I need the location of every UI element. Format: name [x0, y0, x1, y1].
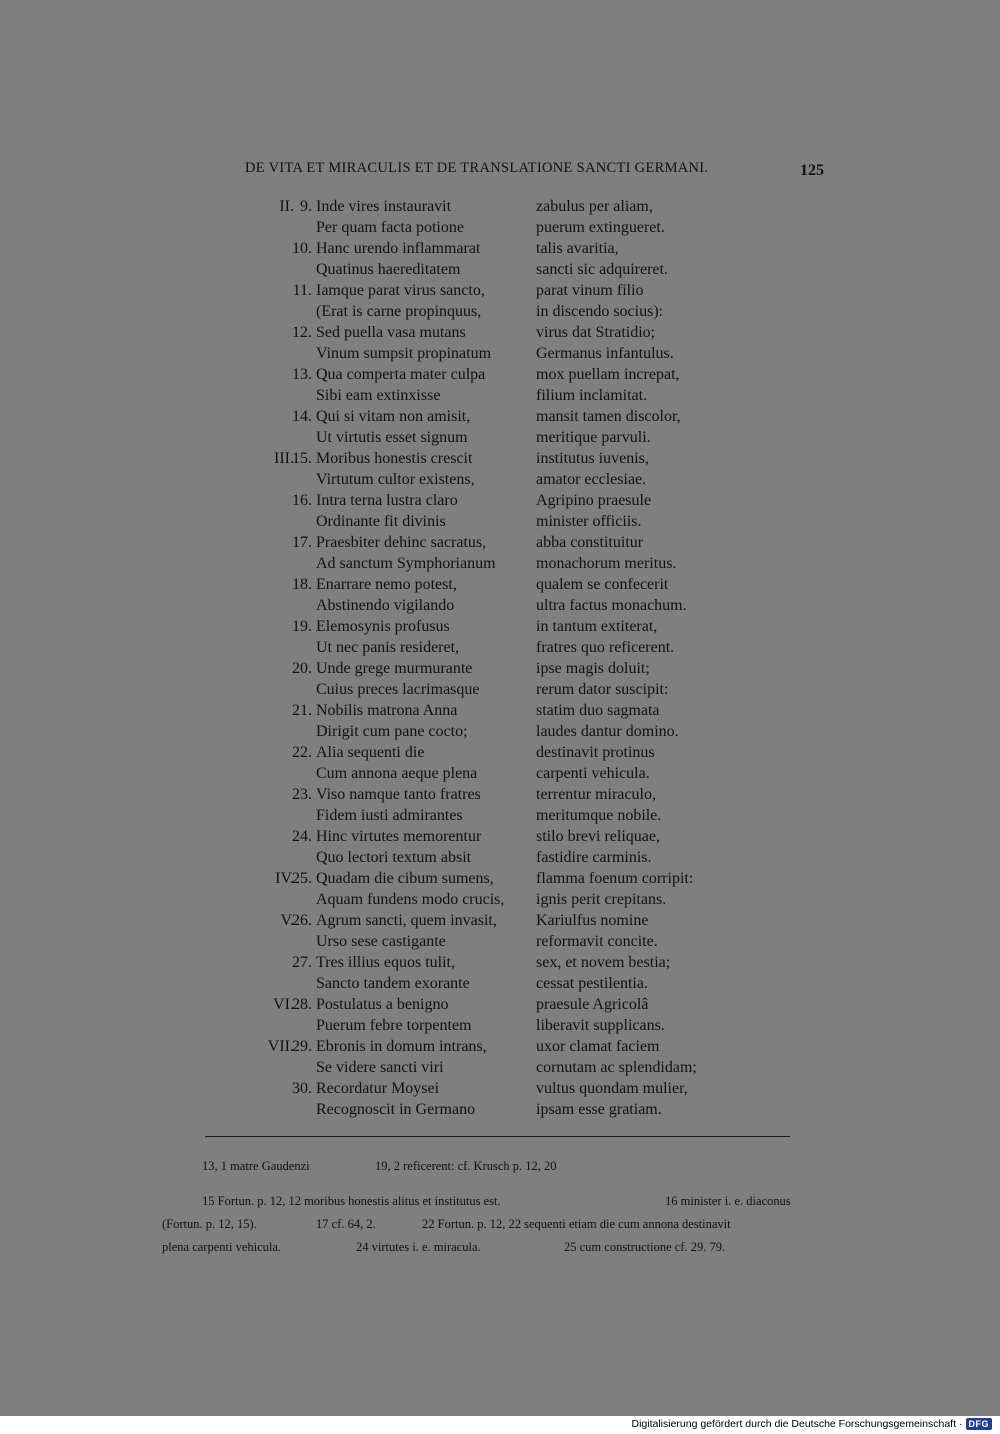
verse-line	[240, 973, 760, 994]
apparatus-rule	[205, 1136, 790, 1137]
verse-second-half: qualem se confecerit	[536, 576, 669, 593]
source-note: 15 Fortun. p. 12, 12 moribus honestis alitus et institutus est.	[202, 1194, 501, 1208]
verse-first-half: Vinum sumpsit propinatum	[316, 345, 492, 362]
source-note-line	[162, 1236, 838, 1259]
verse-first-half: Aquam fundens modo crucis,	[316, 891, 505, 908]
verse-first-half: Alia sequenti die	[316, 744, 425, 761]
verse-number: 16.	[292, 492, 312, 509]
verse-second-half: ultra factus monachum.	[536, 597, 687, 614]
verse-second-half: rerum dator suscipit:	[536, 681, 669, 698]
verse-number: 20.	[292, 660, 312, 677]
verse-line	[240, 469, 760, 490]
verse-line	[240, 742, 760, 763]
verse-first-half: Quo lectori textum absit	[316, 849, 472, 866]
verse-number: 12.	[292, 324, 312, 341]
verse-second-half: fastidire carminis.	[536, 849, 652, 866]
verse-second-half: sancti sic adquireret.	[536, 261, 668, 278]
verse-line	[240, 721, 760, 742]
source-notes	[162, 1190, 838, 1259]
verse-first-half: Elemosynis profusus	[316, 618, 450, 635]
verse-number: 18.	[292, 576, 312, 593]
chapter-number: III.	[274, 450, 294, 467]
verse-first-half: Fidem iusti admirantes	[316, 807, 463, 824]
verse-number: 23.	[292, 786, 312, 803]
verse-first-half: Se videre sancti viri	[316, 1059, 444, 1076]
verse-number: 26.	[292, 912, 312, 929]
verse-number: 15.	[292, 450, 312, 467]
source-note: plena carpenti vehicula.	[162, 1240, 282, 1254]
verse-second-half: carpenti vehicula.	[536, 765, 650, 782]
verse-line	[240, 637, 760, 658]
verse-second-half: zabulus per aliam,	[536, 198, 653, 215]
verse-second-half: Germanus infantulus.	[536, 345, 674, 362]
verse-first-half: Sibi eam extinxisse	[316, 387, 441, 404]
verse-line	[240, 280, 760, 301]
verse-second-half: liberavit supplicans.	[536, 1017, 665, 1034]
verse-second-half: laudes dantur domino.	[536, 723, 679, 740]
verse-first-half: Sed puella vasa mutans	[316, 324, 466, 341]
chapter-number: V.	[280, 912, 294, 929]
verse-line	[240, 196, 760, 217]
verse-first-half: Recognoscit in Germano	[316, 1101, 476, 1118]
verse-line	[240, 301, 760, 322]
verse-first-half: Dirigit cum pane cocto;	[316, 723, 468, 740]
source-note: 25 cum constructione cf. 29. 79.	[564, 1240, 726, 1254]
verse-second-half: meritique parvuli.	[536, 429, 651, 446]
verse-second-half: ipsam esse gratiam.	[536, 1101, 662, 1118]
verse-first-half: Ut nec panis resideret,	[316, 639, 460, 656]
verse-line	[240, 826, 760, 847]
verse-line	[240, 1078, 760, 1099]
verse-line	[240, 385, 760, 406]
verse-second-half: cessat pestilentia.	[536, 975, 648, 992]
verse-first-half: Urso sese castigante	[316, 933, 446, 950]
verse-line	[240, 616, 760, 637]
verse-second-half: ipse magis doluit;	[536, 660, 650, 677]
verse-first-half: (Erat is carne propinquus,	[316, 303, 482, 320]
verse-line	[240, 406, 760, 427]
source-note-line	[162, 1213, 838, 1236]
verse-line	[240, 868, 760, 889]
verse-second-half: reformavit concite.	[536, 933, 658, 950]
verse-line	[240, 994, 760, 1015]
verse-line	[240, 889, 760, 910]
verse-first-half: Tres illius equos tulit,	[316, 954, 455, 971]
apparatus-note: 13, 1 matre Gaudenzi	[202, 1159, 310, 1173]
verse-second-half: statim duo sagmata	[536, 702, 660, 719]
verse-number: 30.	[292, 1080, 312, 1097]
verse-first-half: Unde grege murmurante	[316, 660, 473, 677]
verse-first-half: Hanc urendo inflammarat	[316, 240, 481, 257]
verse-line	[240, 1057, 760, 1078]
verse-number: 22.	[292, 744, 312, 761]
verse-number: 11.	[292, 282, 312, 299]
verse-line	[240, 238, 760, 259]
chapter-number: VII.	[267, 1038, 294, 1055]
running-head: DE VITA ET MIRACULIS ET DE TRANSLATIONE SANCTI GERMANI.	[245, 160, 709, 176]
verse-line	[240, 427, 760, 448]
verse-number: 17.	[292, 534, 312, 551]
verse-line	[240, 1036, 760, 1057]
verse-first-half: Moribus honestis crescit	[316, 450, 473, 467]
verse-line	[240, 532, 760, 553]
verse-first-half: Ordinante fit divinis	[316, 513, 446, 530]
verse-first-half: Iamque parat virus sancto,	[316, 282, 485, 299]
verse-second-half: uxor clamat faciem	[536, 1038, 660, 1055]
verse-second-half: filium inclamitat.	[536, 387, 648, 404]
verse-second-half: puerum extingueret.	[536, 219, 665, 236]
verse-second-half: vultus quondam mulier,	[536, 1080, 688, 1097]
verse-first-half: Postulatus a benigno	[316, 996, 449, 1013]
verse-first-half: Hinc virtutes memorentur	[316, 828, 482, 845]
verse-first-half: Praesbiter dehinc sacratus,	[316, 534, 487, 551]
verse-line	[240, 595, 760, 616]
verse-number: 9.	[300, 198, 312, 215]
verse-number: 29.	[292, 1038, 312, 1055]
verse-line	[240, 910, 760, 931]
footer-credit: Digitalisierung gefördert durch die Deutsche Forschungsgemeinschaft · DFG	[631, 1418, 992, 1430]
verse-line	[240, 784, 760, 805]
verse-line	[240, 259, 760, 280]
verse-first-half: Ad sanctum Symphorianum	[316, 555, 496, 572]
verse-line	[240, 343, 760, 364]
verse-line	[240, 1015, 760, 1036]
page-number: 125	[800, 162, 824, 179]
verse-first-half: Inde vires instauravit	[316, 198, 452, 215]
verse-block	[240, 196, 760, 1120]
verse-number: 28.	[292, 996, 312, 1013]
verse-second-half: praesule Agricolâ	[536, 996, 649, 1013]
verse-first-half: Ebronis in domum intrans,	[316, 1038, 487, 1055]
verse-number: 21.	[292, 702, 312, 719]
verse-number: 19.	[292, 618, 312, 635]
source-note: 24 virtutes i. e. miracula.	[356, 1240, 481, 1254]
verse-second-half: Agripino praesule	[536, 492, 652, 509]
source-note-line	[162, 1190, 838, 1213]
verse-first-half: Per quam facta potione	[316, 219, 464, 236]
verse-first-half: Intra terna lustra claro	[316, 492, 458, 509]
verse-first-half: Cuius preces lacrimasque	[316, 681, 480, 698]
verse-second-half: flamma foenum corripit:	[536, 870, 694, 887]
verse-line	[240, 217, 760, 238]
verse-second-half: terrentur miraculo,	[536, 786, 656, 803]
source-note: 16 minister i. e. diaconus	[665, 1194, 791, 1208]
verse-number: 25.	[292, 870, 312, 887]
verse-first-half: Abstinendo vigilando	[316, 597, 455, 614]
verse-second-half: meritumque nobile.	[536, 807, 662, 824]
dfg-logo: DFG	[966, 1418, 993, 1430]
verse-line	[240, 658, 760, 679]
verse-second-half: mansit tamen discolor,	[536, 408, 681, 425]
verse-first-half: Recordatur Moysei	[316, 1080, 440, 1097]
verse-line	[240, 700, 760, 721]
verse-line	[240, 763, 760, 784]
verse-first-half: Quadam die cibum sumens,	[316, 870, 494, 887]
verse-number: 13.	[292, 366, 312, 383]
verse-second-half: stilo brevi reliquae,	[536, 828, 660, 845]
verse-second-half: fratres quo reficerent.	[536, 639, 675, 656]
verse-number: 24.	[292, 828, 312, 845]
verse-line	[240, 952, 760, 973]
verse-line	[240, 511, 760, 532]
verse-line	[240, 364, 760, 385]
verse-first-half: Nobilis matrona Anna	[316, 702, 458, 719]
verse-second-half: virus dat Stratidio;	[536, 324, 656, 341]
verse-second-half: cornutam ac splendidam;	[536, 1059, 697, 1076]
verse-second-half: Kariulfus nomine	[536, 912, 649, 929]
verse-first-half: Quatinus haereditatem	[316, 261, 461, 278]
verse-number: 27.	[292, 954, 312, 971]
verse-second-half: abba constituitur	[536, 534, 644, 551]
verse-line	[240, 679, 760, 700]
verse-first-half: Enarrare nemo potest,	[316, 576, 457, 593]
verse-line	[240, 322, 760, 343]
verse-second-half: parat vinum filio	[536, 282, 644, 299]
verse-line	[240, 1099, 760, 1120]
verse-line	[240, 553, 760, 574]
chapter-number: II.	[279, 198, 294, 215]
source-note: (Fortun. p. 12, 15).	[162, 1217, 257, 1231]
verse-second-half: ignis perit crepitans.	[536, 891, 667, 908]
verse-first-half: Qui si vitam non amisit,	[316, 408, 471, 425]
verse-second-half: talis avaritia,	[536, 240, 619, 257]
verse-second-half: mox puellam increpat,	[536, 366, 680, 383]
verse-line	[240, 574, 760, 595]
verse-second-half: minister officiis.	[536, 513, 642, 530]
verse-first-half: Puerum febre torpentem	[316, 1017, 472, 1034]
chapter-number: IV.	[275, 870, 294, 887]
verse-first-half: Cum annona aeque plena	[316, 765, 478, 782]
apparatus-note: 19, 2 reficerent: cf. Krusch p. 12, 20	[375, 1159, 557, 1173]
verse-first-half: Ut virtutis esset signum	[316, 429, 468, 446]
verse-second-half: institutus iuvenis,	[536, 450, 649, 467]
verse-second-half: amator ecclesiae.	[536, 471, 647, 488]
verse-second-half: in discendo socius):	[536, 303, 664, 320]
source-note: 17 cf. 64, 2.	[316, 1217, 376, 1231]
verse-second-half: sex, et novem bestia;	[536, 954, 671, 971]
verse-line	[240, 847, 760, 868]
verse-first-half: Agrum sancti, quem invasit,	[316, 912, 497, 929]
verse-number: 14.	[292, 408, 312, 425]
verse-line	[240, 805, 760, 826]
verse-first-half: Virtutum cultor existens,	[316, 471, 475, 488]
verse-line	[240, 931, 760, 952]
footer-text: Digitalisierung gefördert durch die Deutsche Forschungsgemeinschaft	[631, 1418, 956, 1430]
source-note: 22 Fortun. p. 12, 22 sequenti etiam die cum annona destinavit	[422, 1217, 731, 1231]
verse-first-half: Sancto tandem exorante	[316, 975, 470, 992]
verse-second-half: in tantum extiterat,	[536, 618, 658, 635]
verse-line	[240, 448, 760, 469]
verse-second-half: monachorum meritus.	[536, 555, 677, 572]
verse-first-half: Qua comperta mater culpa	[316, 366, 486, 383]
verse-line	[240, 490, 760, 511]
verse-second-half: destinavit protinus	[536, 744, 655, 761]
verse-number: 10.	[292, 240, 312, 257]
verse-first-half: Viso namque tanto fratres	[316, 786, 481, 803]
chapter-number: VI.	[273, 996, 294, 1013]
